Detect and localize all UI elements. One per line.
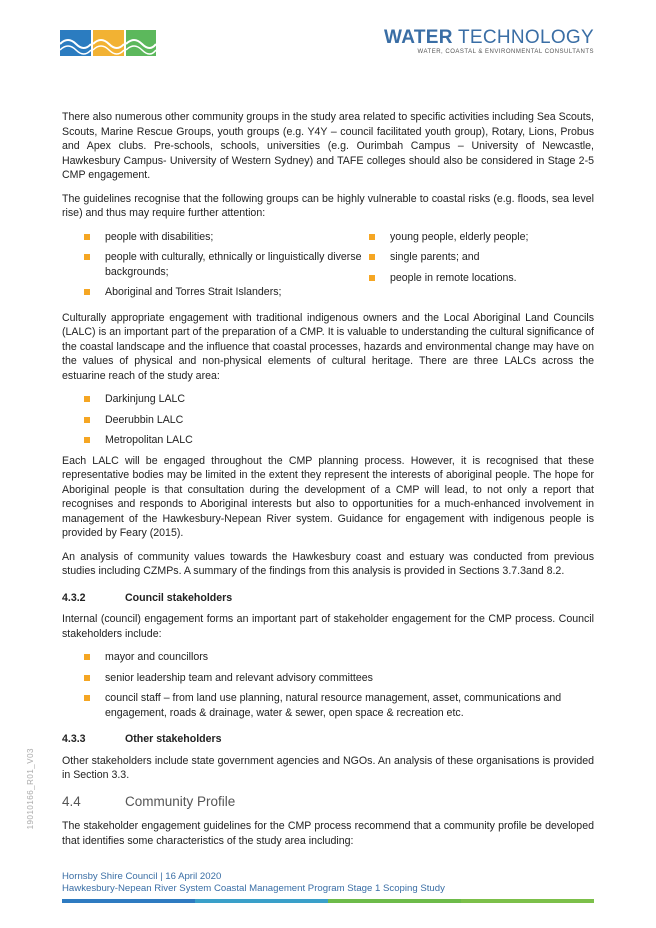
section-heading-4-4 [62, 795, 594, 810]
brand-tagline: WATER, COASTAL & ENVIRONMENTAL CONSULTANTS [417, 49, 594, 55]
list-item: single parents; and [369, 250, 579, 265]
paragraph-vulnerable-intro: The guidelines recognise that the following groups can be highly vulnerable to coastal risks (e.g. floods, sea level rise) and thus may require further attention: [62, 192, 594, 219]
footer-project-title: Hawkesbury-Nepean River System Coastal Management Program Stage 1 Scoping Study [62, 883, 445, 894]
list-item: people with culturally, ethnically or linguistically diverse backgrounds; [84, 250, 369, 279]
list-item: people with disabilities; [84, 230, 369, 245]
wave-logo-icon [60, 30, 156, 56]
list-item: council staff – from land use planning, natural resource management, asset, communications and engagement, roads & drainage, water & sewer, open space & recreation etc. [84, 691, 594, 720]
section-number: 4.3.3 [62, 733, 86, 745]
section-title: Other stakeholders [125, 733, 222, 745]
section-number: 4.4 [62, 793, 81, 809]
footer-color-bar [62, 899, 594, 903]
list-item: mayor and councillors [84, 650, 594, 665]
list-item: senior leadership team and relevant advisory committees [84, 671, 594, 686]
brand-name: WATER TECHNOLOGY [384, 27, 594, 48]
vulnerable-list-left [84, 230, 369, 306]
footer-client-date: Hornsby Shire Council | 16 April 2020 [62, 871, 222, 882]
footer-bar-segment [328, 899, 461, 903]
paragraph-council-intro: Internal (council) engagement forms an important part of stakeholder engagement for the CMP process. Council stakeholders include: [62, 613, 594, 640]
paragraph-other-stakeholders: Other stakeholders include state government agencies and NGOs. An analysis of these organisations is provided in Section 3.3. [62, 754, 594, 781]
section-title: Council stakeholders [125, 591, 233, 604]
paragraph-lalc-engagement: Each LALC will be engaged throughout the CMP planning process. However, it is recognised that these representative bodies may be limited in the extent they represent the interests of aboriginal people. The hope for Aboriginal people is that consultation during the development of a CMP will lead, to not only a report that recognises and responds to Aboriginal interests but also to opportunities for a much-enhanced involvement in management of the Hawkesbury-Nepean River system. Guidance for engagement with indigenous people is provided by Feary (2015). [62, 454, 594, 539]
list-item: Metropolitan LALC [84, 433, 594, 448]
paragraph-community-values: An analysis of community values towards the Hawkesbury coast and estuary was conducted from previous studies including CZMPs. A summary of the findings from this analysis is provided in Sections 3.7.3and 8.2. [62, 550, 594, 577]
paragraph-community-groups: There also numerous other community groups in the study area related to specific activities including Sea Scouts, Scouts, Marine Rescue Groups, youth groups (e.g. Y4Y – council facilitated youth group), Rotary, Lions, Probus and Apex clubs. Pre-schools, schools, universities (e.g. Ourimbah Campus – University of Newcastle, Hawkesbury Campus- University of Western Sydney) and TAFE colleges should also be considered in Stage 2-5 CMP engagement. [62, 111, 594, 181]
vulnerable-list-right [369, 230, 579, 306]
council-stakeholders-list [84, 650, 594, 720]
paragraph-lalc: Culturally appropriate engagement with traditional indigenous owners and the Local Aboriginal Land Councils (LALC) is an important part of the preparation of a CMP. It is valuable to understanding the cultural significance of the coastal landscape and the influence that coastal processes, hazards and environmental change may have on the values of physical and non-physical elements of cultural heritage. There are three LALCs across the estuarine reach of the study area: [62, 311, 594, 382]
document-body [62, 110, 594, 857]
section-number: 4.3.2 [62, 591, 86, 604]
section-title: Community Profile [125, 793, 236, 809]
page-footer [62, 871, 445, 895]
footer-bar-segment [461, 899, 594, 903]
footer-bar-segment [62, 899, 195, 903]
list-item: Deerubbin LALC [84, 413, 594, 428]
lalc-list [84, 392, 594, 448]
list-item: young people, elderly people; [369, 230, 579, 245]
document-reference: 19010166_R01_V03 [26, 748, 35, 830]
list-item: Darkinjung LALC [84, 392, 594, 407]
list-item: Aboriginal and Torres Strait Islanders; [84, 285, 369, 300]
section-heading-4-3-2 [62, 591, 594, 606]
paragraph-community-profile: The stakeholder engagement guidelines for the CMP process recommend that a community profile be developed that identifies some characteristics of the study area including: [62, 820, 594, 847]
vulnerable-groups-list [62, 230, 594, 306]
footer-bar-segment [195, 899, 328, 903]
brand-logo [384, 28, 594, 55]
list-item: people in remote locations. [369, 271, 579, 286]
section-heading-4-3-3 [62, 732, 594, 747]
